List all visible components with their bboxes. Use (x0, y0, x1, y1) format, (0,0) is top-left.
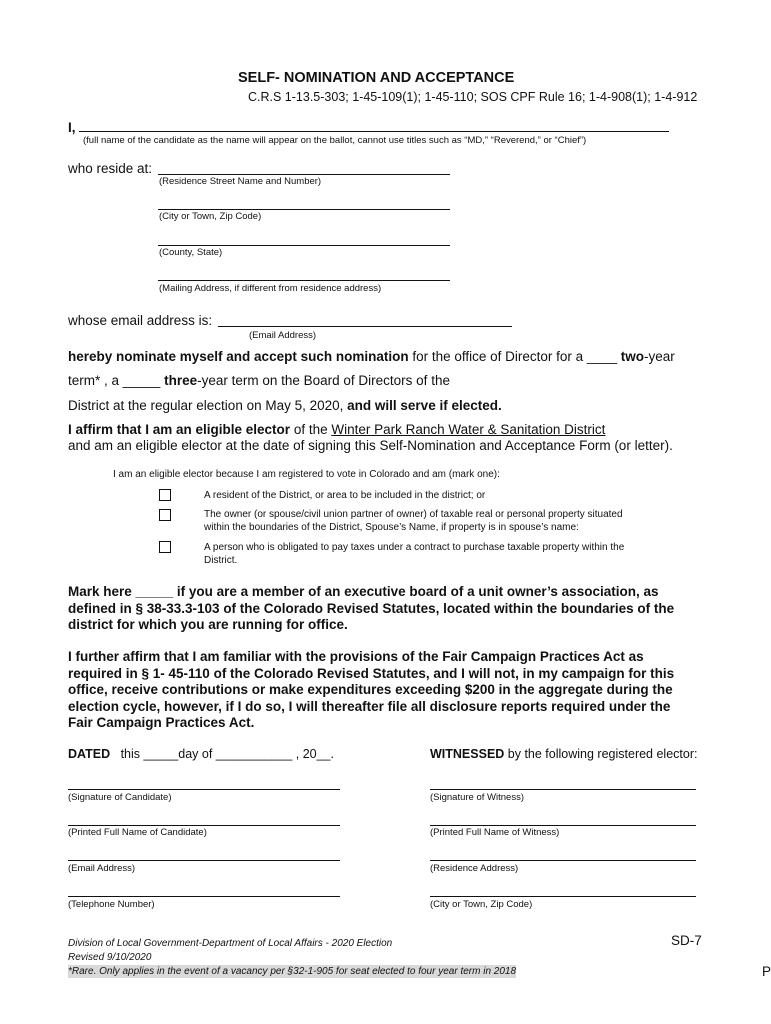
witness-printed-name-field[interactable] (430, 825, 696, 826)
fcpa-line-2: required in § 1- 45-110 of the Colorado Revised Statutes, and I will not, in my campaign for this (68, 665, 675, 681)
fcpa-line-3: office, receive contributions or make expenditures exceeding $200 in the aggregate during the (68, 682, 673, 697)
candidate-prefix: I, (68, 120, 76, 135)
candidate-printed-name-field[interactable] (68, 825, 340, 826)
will-serve-text: and will serve if elected. (347, 398, 502, 413)
dated-day-blank[interactable]: _____ (143, 747, 179, 761)
nomination-bold-text: hereby nominate myself and accept such nomination (68, 349, 409, 364)
footer-note: *Rare. Only applies in the event of a vacancy per §32-1-905 for seat elected to four year term in 2018 (68, 966, 517, 977)
form-code: SD-7 (671, 933, 702, 948)
district-name: Winter Park Ranch Water & Sanitation District (331, 422, 606, 437)
witness-city-caption: (City or Town, Zip Code) (430, 899, 533, 910)
three-year-blank[interactable]: _____ (122, 373, 161, 388)
nomination-line-1 (68, 348, 675, 365)
witnessed-label: WITNESSED (430, 747, 505, 761)
witness-city-field[interactable] (430, 896, 696, 897)
page-edge-letter: P (762, 964, 771, 979)
residence-street-field[interactable] (158, 174, 450, 175)
option-contract-text-1: A person who is obligated to pay taxes under a contract to purchase taxable property within the (204, 542, 625, 553)
nomination-office-text: for the office of Director for a (408, 349, 587, 364)
two-year-blank[interactable]: ____ (586, 349, 617, 364)
candidate-email-field[interactable] (68, 860, 340, 861)
mailing-address-caption: (Mailing Address, if different from residence address) (159, 283, 382, 294)
dated-line (68, 746, 334, 762)
option-contract-checkbox[interactable] (159, 541, 171, 553)
residence-county-field[interactable] (158, 245, 450, 246)
executive-board-paragraph (68, 584, 674, 634)
candidate-printed-name-caption: (Printed Full Name of Candidate) (68, 827, 207, 838)
fcpa-line-1: I further affirm that I am familiar with the provisions of the Fair Campaign Practices Act as (68, 649, 644, 664)
eligibility-intro: I am an eligible elector because I am registered to vote in Colorado and am (mark one): (113, 469, 500, 480)
three-year-word: three (164, 373, 198, 388)
election-text: District at the regular election on May 5, 2020, (68, 398, 348, 413)
form-title: SELF- NOMINATION AND ACCEPTANCE (238, 70, 515, 86)
option-contract-text-2: District. (204, 555, 238, 566)
dated-this: this (120, 747, 144, 761)
mailing-address-field[interactable] (158, 280, 450, 281)
term-text: term* , a (68, 373, 123, 388)
two-year-word: two (620, 349, 644, 364)
affirm-line-1 (68, 421, 605, 438)
fcpa-paragraph (68, 649, 674, 732)
residence-county-caption: (County, State) (159, 247, 223, 258)
dated-year-blank[interactable]: __ (316, 747, 331, 761)
witness-printed-name-caption: (Printed Full Name of Witness) (430, 827, 560, 838)
affirm-line-2: and am an eligible elector at the date of signing this Self-Nomination and Acceptance Form (or letter). (68, 438, 673, 453)
statute-citation: C.R.S 1-13.5-303; 1-45-109(1); 1-45-110; SOS CPF Rule 16; 1-4-908(1); 1-4-912 (248, 90, 698, 104)
dated-day-of: day of (178, 747, 216, 761)
executive-board-line-2: defined in § 38-33.3-103 of the Colorado Revised Statutes, located within the boundaries of the (68, 600, 675, 616)
executive-board-line-3: district for which you are running for office. (68, 617, 348, 632)
footer-division: Division of Local Government-Department of Local Affairs - 2020 Election (68, 938, 393, 949)
candidate-telephone-field[interactable] (68, 896, 340, 897)
email-label: whose email address is: (68, 313, 213, 328)
residence-street-caption: (Residence Street Name and Number) (159, 176, 322, 187)
candidate-signature-field[interactable] (68, 789, 340, 790)
option-owner-checkbox[interactable] (159, 509, 171, 521)
residence-city-field[interactable] (158, 209, 450, 210)
witnessed-text: by the following registered elector: (504, 747, 698, 761)
email-field[interactable] (218, 326, 512, 327)
candidate-name-field[interactable] (79, 131, 669, 132)
residence-label: who reside at: (68, 161, 153, 176)
fcpa-line-4: election cycle, however, if I do so, I will thereafter file all disclosure reports required under the (68, 698, 671, 714)
witness-signature-caption: (Signature of Witness) (430, 792, 524, 803)
witness-residence-field[interactable] (430, 860, 696, 861)
affirm-bold-text: I affirm that I am an eligible elector (68, 422, 291, 437)
executive-board-line-1: Mark here _____ if you are a member of an executive board of a unit owner’s association, as (68, 584, 659, 599)
residence-city-caption: (City or Town, Zip Code) (159, 211, 262, 222)
candidate-telephone-caption: (Telephone Number) (68, 899, 155, 910)
affirm-of-the: of the (290, 422, 332, 437)
witness-signature-field[interactable] (430, 789, 696, 790)
nomination-line-2 (68, 372, 450, 389)
witnessed-line (430, 746, 697, 762)
dated-month-blank[interactable]: ___________ (215, 747, 293, 761)
two-year-suffix: -year (643, 349, 675, 364)
candidate-signature-caption: (Signature of Candidate) (68, 792, 172, 803)
dated-year-prefix: , 20 (292, 747, 317, 761)
dated-period: . (330, 747, 334, 761)
board-text: -year term on the Board of Directors of the (197, 373, 450, 388)
option-resident-text: A resident of the District, or area to be included in the district; or (204, 490, 486, 501)
option-resident-checkbox[interactable] (159, 489, 171, 501)
footer-revised: Revised 9/10/2020 (68, 952, 152, 963)
candidate-name-caption: (full name of the candidate as the name will appear on the ballot, cannot use titles such as “MD,” “Reverend,” or “Chief”) (83, 135, 587, 146)
nomination-line-3 (68, 397, 502, 414)
dated-label: DATED (68, 747, 111, 761)
option-owner-text-2: within the boundaries of the District, Spouse’s Name, if property is in spouse’s name: (204, 522, 579, 533)
option-owner-text-1: The owner (or spouse/civil union partner of owner) of taxable real or personal property situated (204, 509, 623, 520)
candidate-email-caption: (Email Address) (68, 863, 136, 874)
email-caption: (Email Address) (249, 330, 317, 341)
fcpa-line-5: Fair Campaign Practices Act. (68, 715, 255, 730)
witness-residence-caption: (Residence Address) (430, 863, 519, 874)
